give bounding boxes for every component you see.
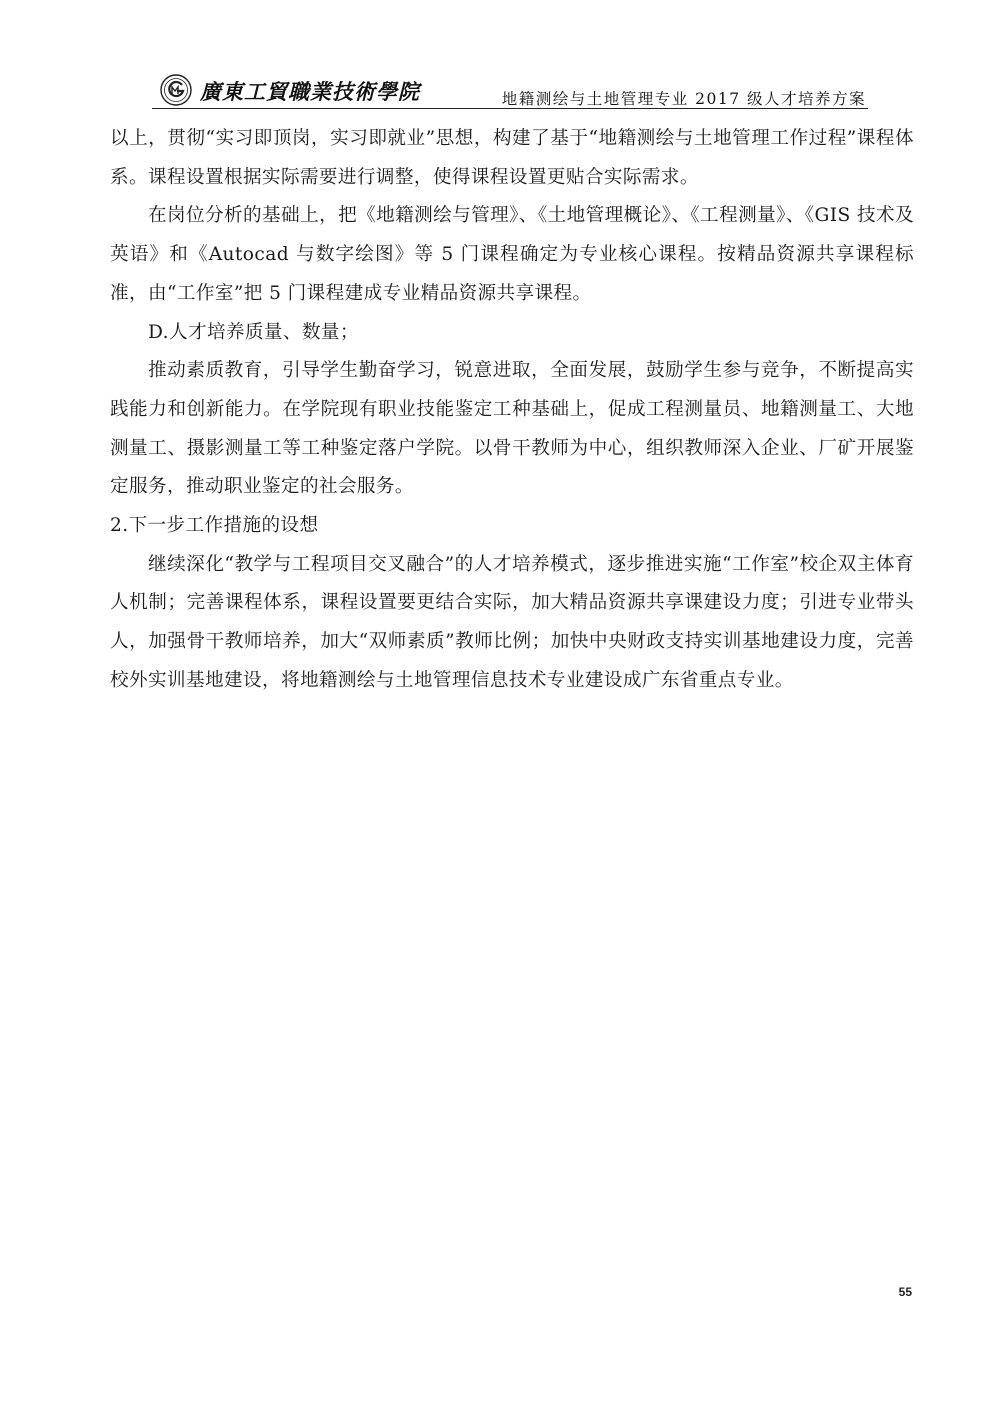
document-body xyxy=(110,120,914,701)
page-number: 55 xyxy=(898,1285,912,1299)
paragraph-quality: 推动素质教育，引导学生勤奋学习，锐意进取，全面发展，鼓励学生参与竞争，不断提高实践能力和创新能力。在学院现有职业技能鉴定工种基础上，促成工程测量员、地籍测量工、大地测量工、摄影测量工等工种鉴定落户学院。以骨干教师为中心，组织教师深入企业、厂矿开展鉴定服务，推动职业鉴定的社会服务。 xyxy=(110,360,914,498)
paragraph-next-steps: 继续深化“教学与工程项目交叉融合”的人才培养模式，逐步推进实施“工作室”校企双主体育人机制；完善课程体系，课程设置要更结合实际，加大精品资源共享课建设力度；引进专业带头人，加强骨干教师培养，加大“双师素质”教师比例；加快中央财政支持实训基地建设力度，完善校外实训基地建设，将地籍测绘与土地管理信息技术专业建设成广东省重点专业。 xyxy=(110,553,914,691)
paragraph-core-courses: 在岗位分析的基础上，把《地籍测绘与管理》、《土地管理概论》、《工程测量》、《GIS 技术及英语》和《Autocad 与数字绘图》等 5 门课程确定为专业核心课程。按精品资源共享课程标准，由“工作室”把 5 门课程建成专业精品资源共享课程。 xyxy=(110,205,914,304)
document-title: 地籍测绘与土地管理专业 2017 级人才培养方案 xyxy=(501,90,866,108)
section-heading-next-steps: 2.下一步工作措施的设想 xyxy=(110,515,319,537)
section-heading-quality: D.人才培养质量、数量； xyxy=(148,321,359,343)
paragraph-continuation: 以上，贯彻“实习即顶岗，实习即就业”思想，构建了基于“地籍测绘与土地管理工作过程”课程体系。课程设置根据实际需要进行调整，使得课程设置更贴合实际需求。 xyxy=(110,128,914,188)
page-header xyxy=(152,72,868,109)
school-name: 廣東工貿職業技術學院 xyxy=(200,79,420,104)
college-seal-icon xyxy=(160,74,192,106)
